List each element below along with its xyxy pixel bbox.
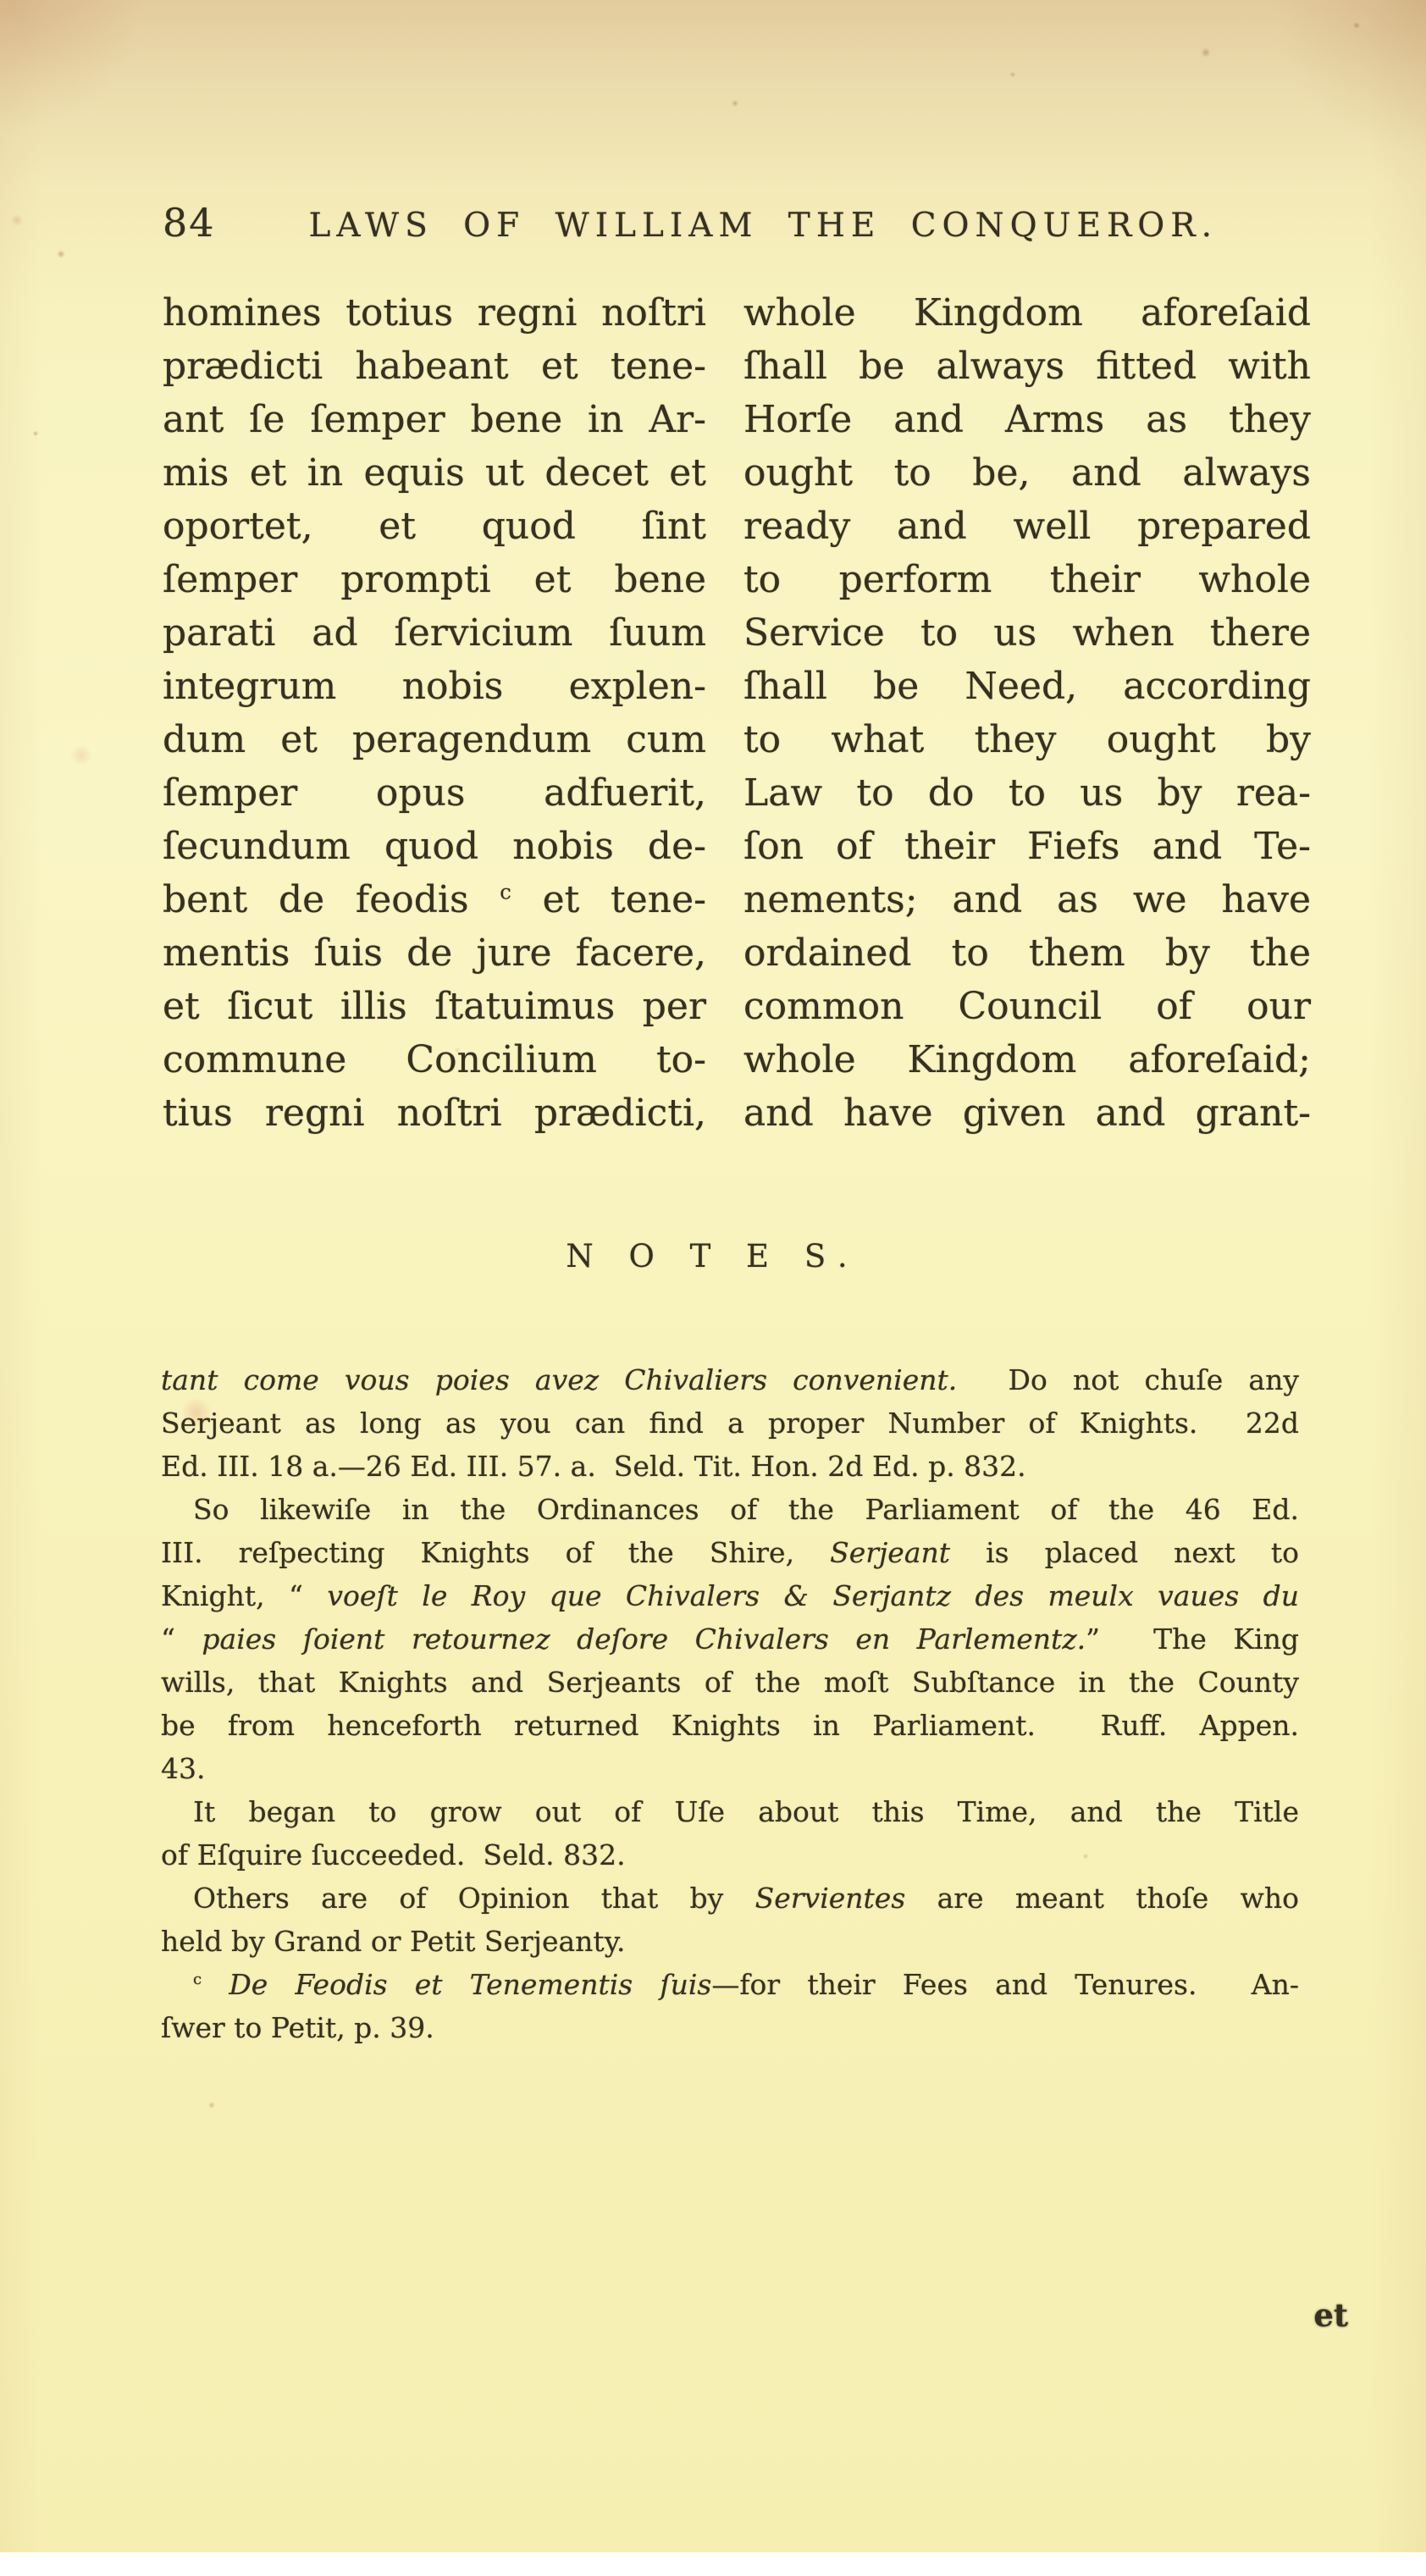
text-line: whole Kingdom aforeſaid: [743, 291, 1311, 334]
text-line: oportet, et quod ſint: [163, 505, 706, 548]
notes-section: [161, 1358, 1299, 2049]
text-line: parati ad ſervicium ſuum: [163, 611, 706, 655]
text-line: to what they ought by: [743, 718, 1311, 761]
text-line: Law to do to us by rea-: [743, 771, 1311, 815]
text-line: ſemper prompti et bene: [163, 558, 706, 601]
text-line: “ paies ſoient retournez deſore Chivalers en Parlementz.” The King: [161, 1622, 1299, 1656]
text-line: to perform their whole: [743, 558, 1311, 601]
text-line: III. reſpecting Knights of the Shire, Serjeant is placed next to: [161, 1536, 1299, 1569]
text-line: dum et peragendum cum: [163, 718, 706, 761]
text-line: ought to be, and always: [743, 451, 1311, 495]
text-line: ſemper opus adfuerit,: [163, 771, 706, 815]
text-line: Others are of Opinion that by Servientes are meant thoſe who: [193, 1882, 1300, 1915]
text-line: wills, that Knights and Serjeants of the moſt Subſtance in the County: [161, 1666, 1299, 1699]
text-line: et ſicut illis ſtatuimus per: [163, 985, 706, 1028]
text-line: be from henceforth returned Knights in Parliament. Ruff. Appen.: [161, 1709, 1299, 1742]
notes-heading: N O T E S.: [566, 1238, 860, 1274]
page-header: [163, 200, 1311, 246]
text-line: ſon of their Fiefs and Te-: [743, 825, 1311, 868]
latin-column: [163, 286, 706, 1140]
text-line: ant ſe ſemper bene in Ar-: [163, 398, 706, 441]
text-line: ſhall be always fitted with: [743, 345, 1311, 388]
text-line: Ed. III. 18 a.—26 Ed. III. 57. a. Seld. Tit. Hon. 2d Ed. p. 832.: [161, 1450, 1026, 1483]
text-line: of Eſquire ſucceeded. Seld. 832.: [161, 1838, 626, 1871]
scan-edge-strip: [0, 2552, 1426, 2564]
text-line: It began to grow out of Uſe about this Time, and the Title: [193, 1795, 1299, 1828]
text-line: Serjeant as long as you can find a proper Number of Knights. 22d: [161, 1407, 1299, 1440]
text-line: ſwer to Petit, p. 39.: [161, 2011, 434, 2044]
text-line: ſhall be Need, according: [743, 665, 1311, 708]
text-line: bent de feodis $^c$ et tene-: [163, 878, 706, 921]
text-line: Horſe and Arms as they: [743, 398, 1311, 441]
catchword: et: [1313, 2297, 1348, 2334]
running-title: LAWS OF WILLIAM THE CONQUEROR.: [308, 207, 1219, 245]
text-line: Knight, “ voeſt le Roy que Chivalers & Serjantz des meulx vaues du: [161, 1579, 1299, 1612]
text-line: and have given and grant-: [743, 1092, 1311, 1135]
text-line: common Council of our: [743, 985, 1311, 1028]
text-line: ready and well prepared: [743, 505, 1311, 548]
text-line: tius regni noſtri prædicti,: [163, 1092, 706, 1135]
text-line: homines totius regni noſtri: [163, 291, 706, 334]
english-column: [743, 286, 1311, 1140]
text-line: $^c$ De Feodis et Tenementis ſuis—for their Fees and Tenures. An-: [193, 1968, 1299, 2001]
page-number: 84: [163, 200, 216, 246]
text-line: So likewiſe in the Ordinances of the Parliament of the 46 Ed.: [193, 1493, 1299, 1526]
text-line: mis et in equis ut decet et: [163, 451, 706, 495]
text-line: ſecundum quod nobis de-: [163, 825, 706, 868]
main-text-columns: [163, 286, 1311, 1140]
text-line: tant come vous poies avez Chivaliers convenient. Do not chuſe any: [161, 1363, 1299, 1396]
text-line: Service to us when there: [743, 611, 1311, 655]
text-line: whole Kingdom aforeſaid;: [743, 1038, 1311, 1081]
text-line: integrum nobis explen-: [163, 665, 706, 708]
text-line: ordained to them by the: [743, 931, 1311, 975]
text-line: 43.: [161, 1752, 206, 1785]
text-line: held by Grand or Petit Serjeanty.: [161, 1925, 626, 1958]
text-line: mentis ſuis de jure facere,: [163, 931, 706, 975]
text-line: nements; and as we have: [743, 878, 1311, 921]
text-line: commune Concilium to-: [163, 1038, 706, 1081]
text-line: prædicti habeant et tene-: [163, 345, 706, 388]
